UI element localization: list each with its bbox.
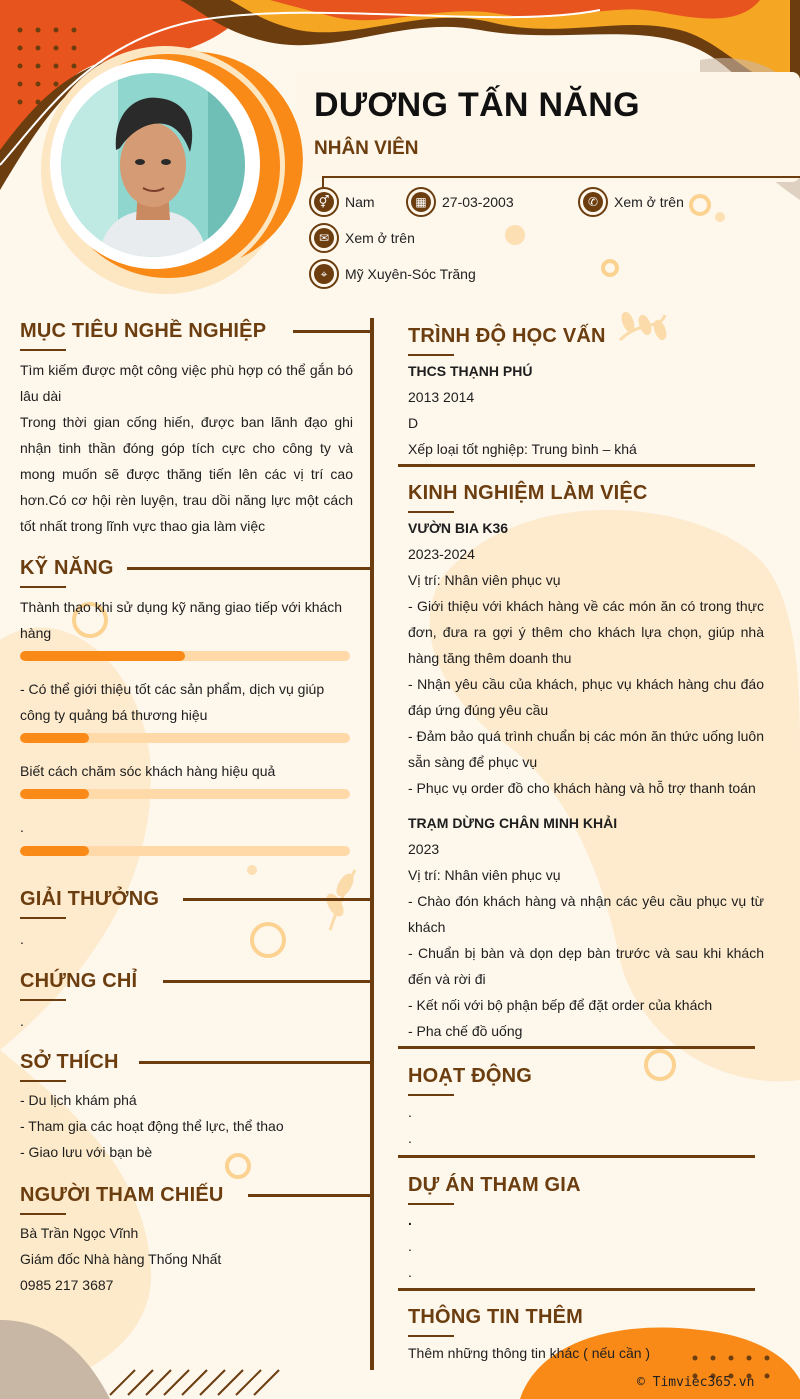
skill-bar-fill xyxy=(20,733,89,743)
job-period: 2023 xyxy=(408,841,440,857)
more-info-title: THÔNG TIN THÊM xyxy=(408,1306,584,1328)
activities-list xyxy=(408,1099,764,1151)
project-item: . xyxy=(408,1264,412,1280)
avatar xyxy=(58,70,248,260)
reference-position: Giám đốc Nhà hàng Thống Nhất xyxy=(20,1251,222,1267)
job-period: 2023-2024 xyxy=(408,546,475,562)
contact-address xyxy=(309,259,476,289)
hobby-item: - Giao lưu với bạn bè xyxy=(20,1144,153,1160)
skill-bar xyxy=(20,789,350,799)
education-major: D xyxy=(408,415,419,431)
education-rule xyxy=(398,464,755,467)
experience-job xyxy=(408,810,764,1044)
activities-rule xyxy=(398,1155,755,1158)
projects-underline xyxy=(408,1203,454,1205)
skill-item: Thành thạo khi sử dụng kỹ năng giao tiếp với khách hàng xyxy=(20,599,343,641)
phone-icon: ✆ xyxy=(578,187,608,217)
email-value: Xem ở trên xyxy=(345,230,415,246)
certificates-rule xyxy=(163,980,370,983)
phone-value: Xem ở trên xyxy=(614,194,684,210)
experience-rule xyxy=(398,1046,755,1049)
candidate-name: DƯƠNG TẤN NĂNG xyxy=(314,86,640,124)
experience-title: KINH NGHIỆM LÀM VIỆC xyxy=(408,482,648,504)
job-title: NHÂN VIÊN xyxy=(314,138,419,159)
watermark: © Timviec365.vn xyxy=(637,1375,755,1390)
hobbies-underline xyxy=(20,1080,66,1082)
activities-title: HOẠT ĐỘNG xyxy=(408,1065,533,1087)
skill-bar-fill xyxy=(20,789,89,799)
skills-rule xyxy=(127,567,370,570)
skill-item: Biết cách chăm sóc khách hàng hiệu quả xyxy=(20,763,276,779)
calendar-icon: ▦ xyxy=(406,187,436,217)
contact-birthday xyxy=(406,187,514,217)
references-block xyxy=(20,1220,350,1298)
hobby-item: - Tham gia các hoạt động thể lực, thể thao xyxy=(20,1118,284,1134)
hobbies-title: SỞ THÍCH xyxy=(20,1051,119,1073)
objective-underline xyxy=(20,349,66,351)
objective-title: MỤC TIÊU NGHỀ NGHIỆP xyxy=(20,320,267,342)
job-duty: - Chuẩn bị bàn và dọn dẹp bàn trước và sau khi khách đến và rời đi xyxy=(408,945,764,987)
skill-bar xyxy=(20,651,350,661)
project-item: . xyxy=(408,1212,412,1228)
objective-line: Trong thời gian cống hiến, được ban lãnh đạo ghi nhận tinh thần đóng góp tích cực cho công ty và mong muốn sẽ được thăng tiến lên các vị trí cao hơn.Có cơ hội rèn luyện, trau dồi năng lực một cách tốt nhất trong lĩnh vực thao gia làm việc xyxy=(20,414,353,534)
awards-rule xyxy=(183,898,370,901)
skills-underline xyxy=(20,586,66,588)
hobby-item: - Du lịch khám phá xyxy=(20,1092,137,1108)
skill-bar-fill xyxy=(20,651,185,661)
contact-gender xyxy=(309,187,375,217)
hobbies-rule xyxy=(139,1061,370,1064)
awards-underline xyxy=(20,917,66,919)
job-duty: - Pha chế đồ uống xyxy=(408,1023,523,1039)
projects-list xyxy=(408,1207,764,1285)
education-school: THCS THẠNH PHÚ xyxy=(408,363,533,379)
gender-icon: ⚥ xyxy=(309,187,339,217)
activity-item: . xyxy=(408,1104,412,1120)
job-duty: - Nhận yêu cầu của khách, phục vụ khách hàng chu đáo đáp ứng đúng yêu cầu xyxy=(408,676,764,718)
education-grade: Xếp loại tốt nghiệp: Trung bình – khá xyxy=(408,441,637,457)
job-company: TRẠM DỪNG CHÂN MINH KHẢI xyxy=(408,815,618,831)
contact-phone xyxy=(578,187,684,217)
job-duty: - Giới thiệu với khách hàng về các món ăn có trong thực đơn, đưa ra gợi ý thêm cho khách lựa chọn, giúp nhà hàng tăng thêm doanh thu xyxy=(408,598,764,666)
projects-rule xyxy=(398,1288,755,1291)
references-rule xyxy=(248,1194,370,1197)
certificates-text: . xyxy=(20,1013,24,1029)
contact-email xyxy=(309,223,415,253)
activity-item: . xyxy=(408,1130,412,1146)
skill-bar xyxy=(20,846,350,856)
reference-phone: 0985 217 3687 xyxy=(20,1277,114,1293)
job-duty: - Kết nối với bộ phận bếp để đặt order của khách xyxy=(408,997,713,1013)
reference-name: Bà Trần Ngọc Vĩnh xyxy=(20,1225,139,1241)
skill-bar xyxy=(20,733,350,743)
experience-underline xyxy=(408,511,454,513)
objective-rule xyxy=(293,330,370,333)
job-company: VƯỜN BIA K36 xyxy=(408,520,509,536)
skill-bar-fill xyxy=(20,846,89,856)
education-underline xyxy=(408,354,454,356)
job-position: Vị trí: Nhân viên phục vụ xyxy=(408,572,561,588)
email-icon: ✉ xyxy=(309,223,339,253)
objective-line: Tìm kiếm được một công việc phù hợp có thể gắn bó lâu dài xyxy=(20,362,353,404)
awards-text: . xyxy=(20,931,24,947)
projects-title: DỰ ÁN THAM GIA xyxy=(408,1174,581,1196)
education-period: 2013 2014 xyxy=(408,389,475,405)
address-value: Mỹ Xuyên-Sóc Trăng xyxy=(345,266,476,282)
references-underline xyxy=(20,1213,66,1215)
job-duty: - Phục vụ order đồ cho khách hàng và hỗ trợ thanh toán xyxy=(408,780,756,796)
certificates-title: CHỨNG CHỈ xyxy=(20,970,138,992)
skills-title: KỸ NĂNG xyxy=(20,557,114,579)
experience-job xyxy=(408,515,764,801)
certificates-underline xyxy=(20,999,66,1001)
skill-item: - Có thể giới thiệu tốt các sản phẩm, dịch vụ giúp công ty quảng bá thương hiệu xyxy=(20,681,325,723)
hobbies-list xyxy=(20,1087,350,1165)
job-duty: - Chào đón khách hàng và nhận các yêu cầu phục vụ từ khách xyxy=(408,893,764,935)
gender-value: Nam xyxy=(345,194,375,210)
education-title: TRÌNH ĐỘ HỌC VẤN xyxy=(408,325,606,347)
skill-item: . xyxy=(20,819,24,835)
activities-underline xyxy=(408,1094,454,1096)
birthday-value: 27-03-2003 xyxy=(442,194,514,210)
location-icon: ⌖ xyxy=(309,259,339,289)
more-info-underline xyxy=(408,1335,454,1337)
job-duty: - Đảm bảo quá trình chuẩn bị các món ăn thức uống luôn sẵn sàng để phục vụ xyxy=(408,728,764,770)
objective-text xyxy=(20,357,353,539)
awards-title: GIẢI THƯỞNG xyxy=(20,888,160,910)
education-block xyxy=(408,358,764,462)
project-item: . xyxy=(408,1238,412,1254)
references-title: NGƯỜI THAM CHIẾU xyxy=(20,1184,224,1206)
more-info-text: Thêm những thông tin khác ( nếu cần ) xyxy=(408,1345,651,1361)
job-position: Vị trí: Nhân viên phục vụ xyxy=(408,867,561,883)
